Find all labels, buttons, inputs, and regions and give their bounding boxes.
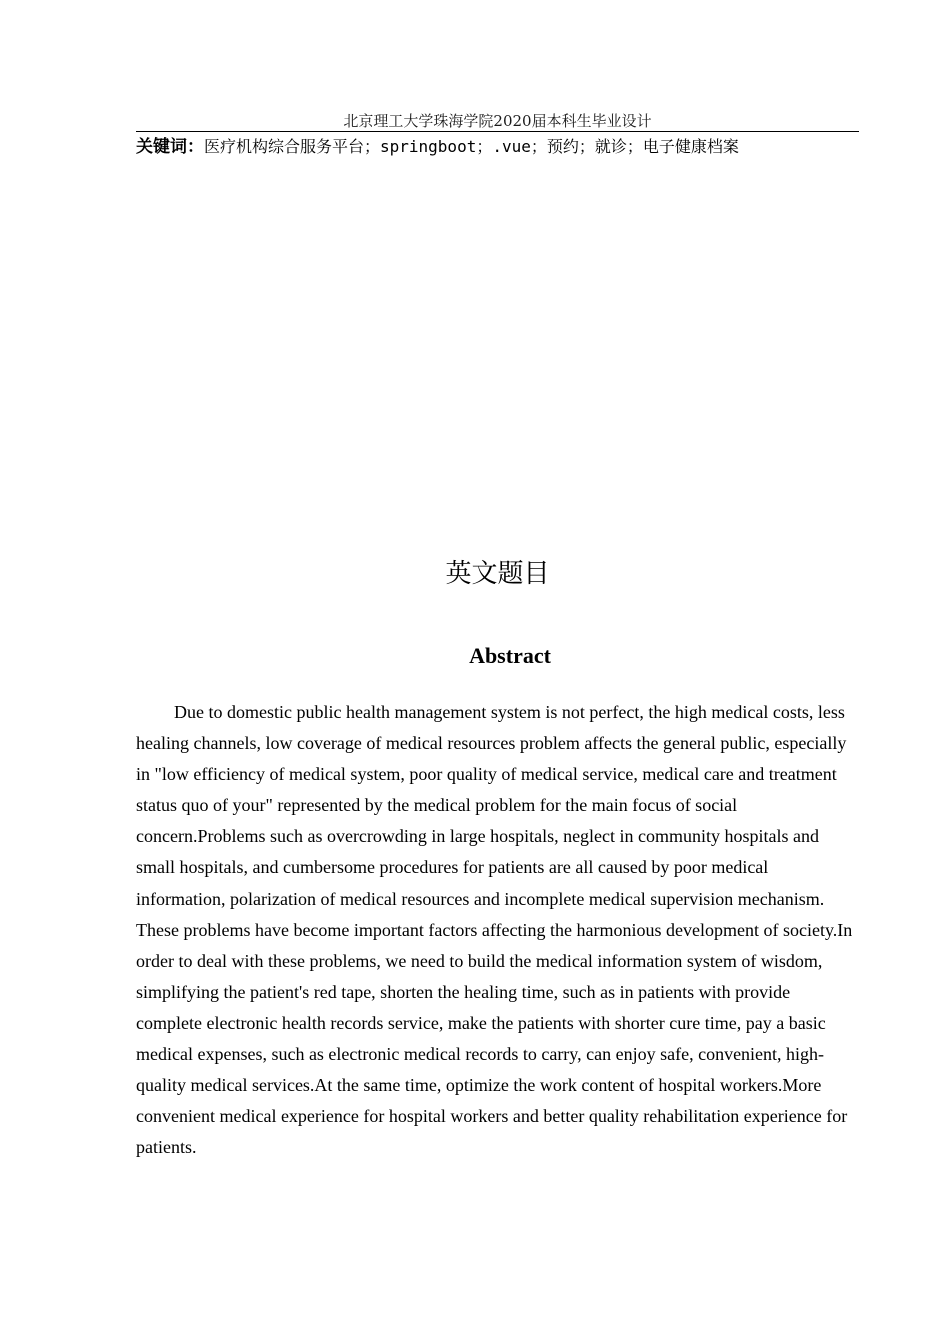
keywords-value: 医疗机构综合服务平台；springboot；.vue；预约；就诊；电子健康档案	[204, 137, 739, 156]
abstract-body: Due to domestic public health management system is not perfect, the high medical costs, less healing channels, low coverage of medical resources problem affects the general public, especially in "low efficiency of medical system, poor quality of medical service, medical care and treatment status quo of your" represented by the medical problem for the main focus of social concern.Problems such as overcrowding in large hospitals, neglect in community hospitals and small hospitals, and cumbersome procedures for patients are all caused by poor medical information, polarization of medical resources and incomplete medical supervision mechanism. These problems have become important factors affecting the harmonious development of society.In order to deal with these problems, we need to build the medical information system of wisdom, simplifying the patient's red tape, shorten the healing time, such as in patients with provide complete electronic health records service, make the patients with shorter cure time, pay a basic medical expenses, such as electronic medical records to carry, can enjoy safe, convenient, high-quality medical services.At the same time, optimize the work content of hospital workers.More convenient medical experience for hospital workers and better quality rehabilitation experience for patients.	[136, 702, 853, 1158]
keywords-label: 关键词：	[136, 137, 204, 157]
header-rule	[136, 131, 859, 132]
abstract-heading: Abstract	[469, 643, 551, 668]
english-title: 英文题目	[445, 559, 550, 589]
keywords-line	[136, 135, 859, 159]
page-header: 北京理工大学珠海学院2020届本科生毕业设计	[343, 112, 652, 130]
